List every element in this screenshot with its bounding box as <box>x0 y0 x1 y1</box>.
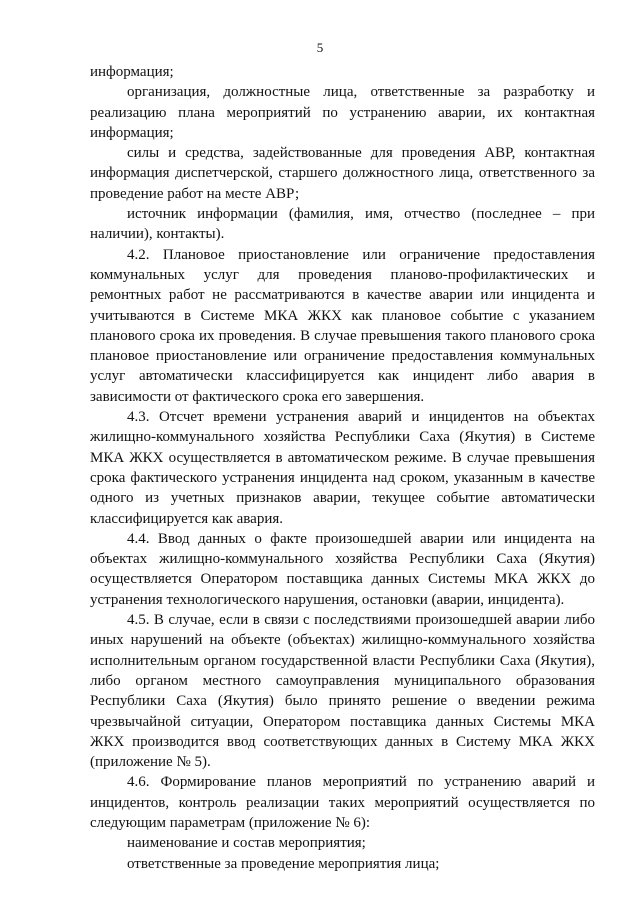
paragraph-4-3: 4.3. Отсчет времени устранения аварий и инцидентов на объектах жилищно-коммунального хозяйства Республики Саха (Якутия) в Системе МКА ЖКХ осуществляется в автоматическом режиме. В случае превышения срока фактического устранения инцидента над сроком, указанным в качестве одного из учетных признаков аварии, текущее событие автоматически классифицируется как авария. <box>90 409 595 527</box>
paragraph-info-continuation: информация; <box>90 64 174 80</box>
paragraph-forces-and-means: силы и средства, задействованные для проведения АВР, контактная информация диспетчерской, старшего должностного лица, ответственного за проведение работ на месте АВР; <box>90 145 595 202</box>
paragraph-responsible-organization: организация, должностные лица, ответственные за разработку и реализацию плана мероприятий по устранению аварии, их контактная информация; <box>90 84 595 141</box>
paragraph-4-4: 4.4. Ввод данных о факте произошедшей аварии или инцидента на объектах жилищно-коммунального хозяйства Республики Саха (Якутия) осуществляется Оператором поставщика данных Системы МКА ЖКХ до устранения технологического нарушения, остановки (аварии, инцидента). <box>90 530 595 608</box>
page-number: 5 <box>316 40 324 55</box>
paragraph-4-5: 4.5. В случае, если в связи с последствиями произошедшей аварии либо иных нарушений на объекте (объектах) жилищно-коммунального хозяйства исполнительным органом государственной власти Республики Саха (Якутия), либо органом местного самоуправления муниципального образования Республики Саха (Якутия) было принято решение о введении режима чрезвычайной ситуации, Оператором поставщика данных Системы МКА ЖКХ производится ввод соответствующих данных в Систему МКА ЖКХ (приложение № 5). <box>90 612 595 771</box>
paragraph-information-source: источник информации (фамилия, имя, отчество (последнее – при наличии), контакты). <box>90 206 595 243</box>
document-body <box>90 62 595 874</box>
paragraph-measure-responsible: ответственные за проведение мероприятия лица; <box>127 855 440 872</box>
paragraph-4-6: 4.6. Формирование планов мероприятий по устранению аварий и инцидентов, контроль реализации таких мероприятий осуществляется по следующим параметрам (приложение № 6): <box>90 774 595 831</box>
paragraph-measure-name: наименование и состав мероприятия; <box>127 835 366 852</box>
paragraph-4-2: 4.2. Плановое приостановление или ограничение предоставления коммунальных услуг для проведения планово-профилактических и ремонтных работ не рассматриваются в качестве аварии или инцидента и учитываются в Системе МКА ЖКХ как плановое событие с указанием планового срока их проведения. В случае превышения такого планового срока плановое приостановление или ограничение предоставления коммунальных услуг автоматически классифицируется как инцидент либо авария в зависимости от фактического срока его завершения. <box>90 246 595 405</box>
